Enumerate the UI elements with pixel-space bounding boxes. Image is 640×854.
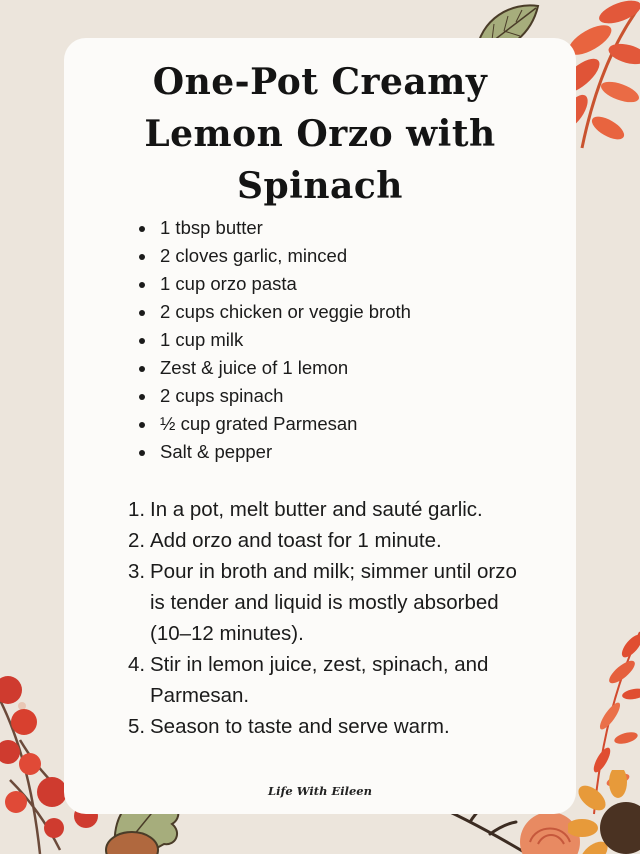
ingredient-item: 1 tbsp butter	[124, 214, 411, 242]
sunflower-icon	[568, 770, 640, 854]
ingredient-item: 2 cups spinach	[124, 382, 411, 410]
ingredient-item: ½ cup grated Parmesan	[124, 410, 411, 438]
step-text: Pour in broth and milk; simmer until orzo	[150, 560, 517, 583]
recipe-title	[0, 56, 640, 212]
acorn-icon	[102, 826, 162, 854]
step-text: Parmesan.	[150, 684, 250, 707]
instruction-step	[128, 556, 548, 649]
ingredients-list	[124, 214, 411, 466]
ingredient-item: 2 cups chicken or veggie broth	[124, 298, 411, 326]
instruction-step	[128, 649, 548, 711]
step-text: Season to taste and serve warm.	[150, 715, 450, 738]
instruction-step	[128, 494, 548, 525]
ingredient-item: 1 cup orzo pasta	[124, 270, 411, 298]
step-text: is tender and liquid is mostly absorbed	[150, 591, 499, 614]
step-number: 5.	[128, 715, 146, 738]
author-credit: Life With Eileen	[268, 784, 372, 798]
instructions-list	[128, 494, 548, 742]
step-text: (10–12 minutes).	[150, 622, 304, 645]
step-text: In a pot, melt butter and sauté garlic.	[150, 498, 483, 521]
ingredient-item: Salt & pepper	[124, 438, 411, 466]
title-line: Lemon Orzo with	[144, 113, 496, 155]
step-text: Add orzo and toast for 1 minute.	[150, 529, 442, 552]
instruction-step	[128, 711, 548, 742]
step-number: 1.	[128, 498, 146, 521]
title-line: One-Pot Creamy	[152, 61, 488, 103]
ingredient-item: 1 cup milk	[124, 326, 411, 354]
ingredient-item: 2 cloves garlic, minced	[124, 242, 411, 270]
instruction-step	[128, 525, 548, 556]
ingredient-item: Zest & juice of 1 lemon	[124, 354, 411, 382]
title-line: Spinach	[237, 165, 403, 207]
step-number: 4.	[128, 653, 146, 676]
step-number: 2.	[128, 529, 146, 552]
step-text: Stir in lemon juice, zest, spinach, and	[150, 653, 489, 676]
step-number: 3.	[128, 560, 146, 583]
